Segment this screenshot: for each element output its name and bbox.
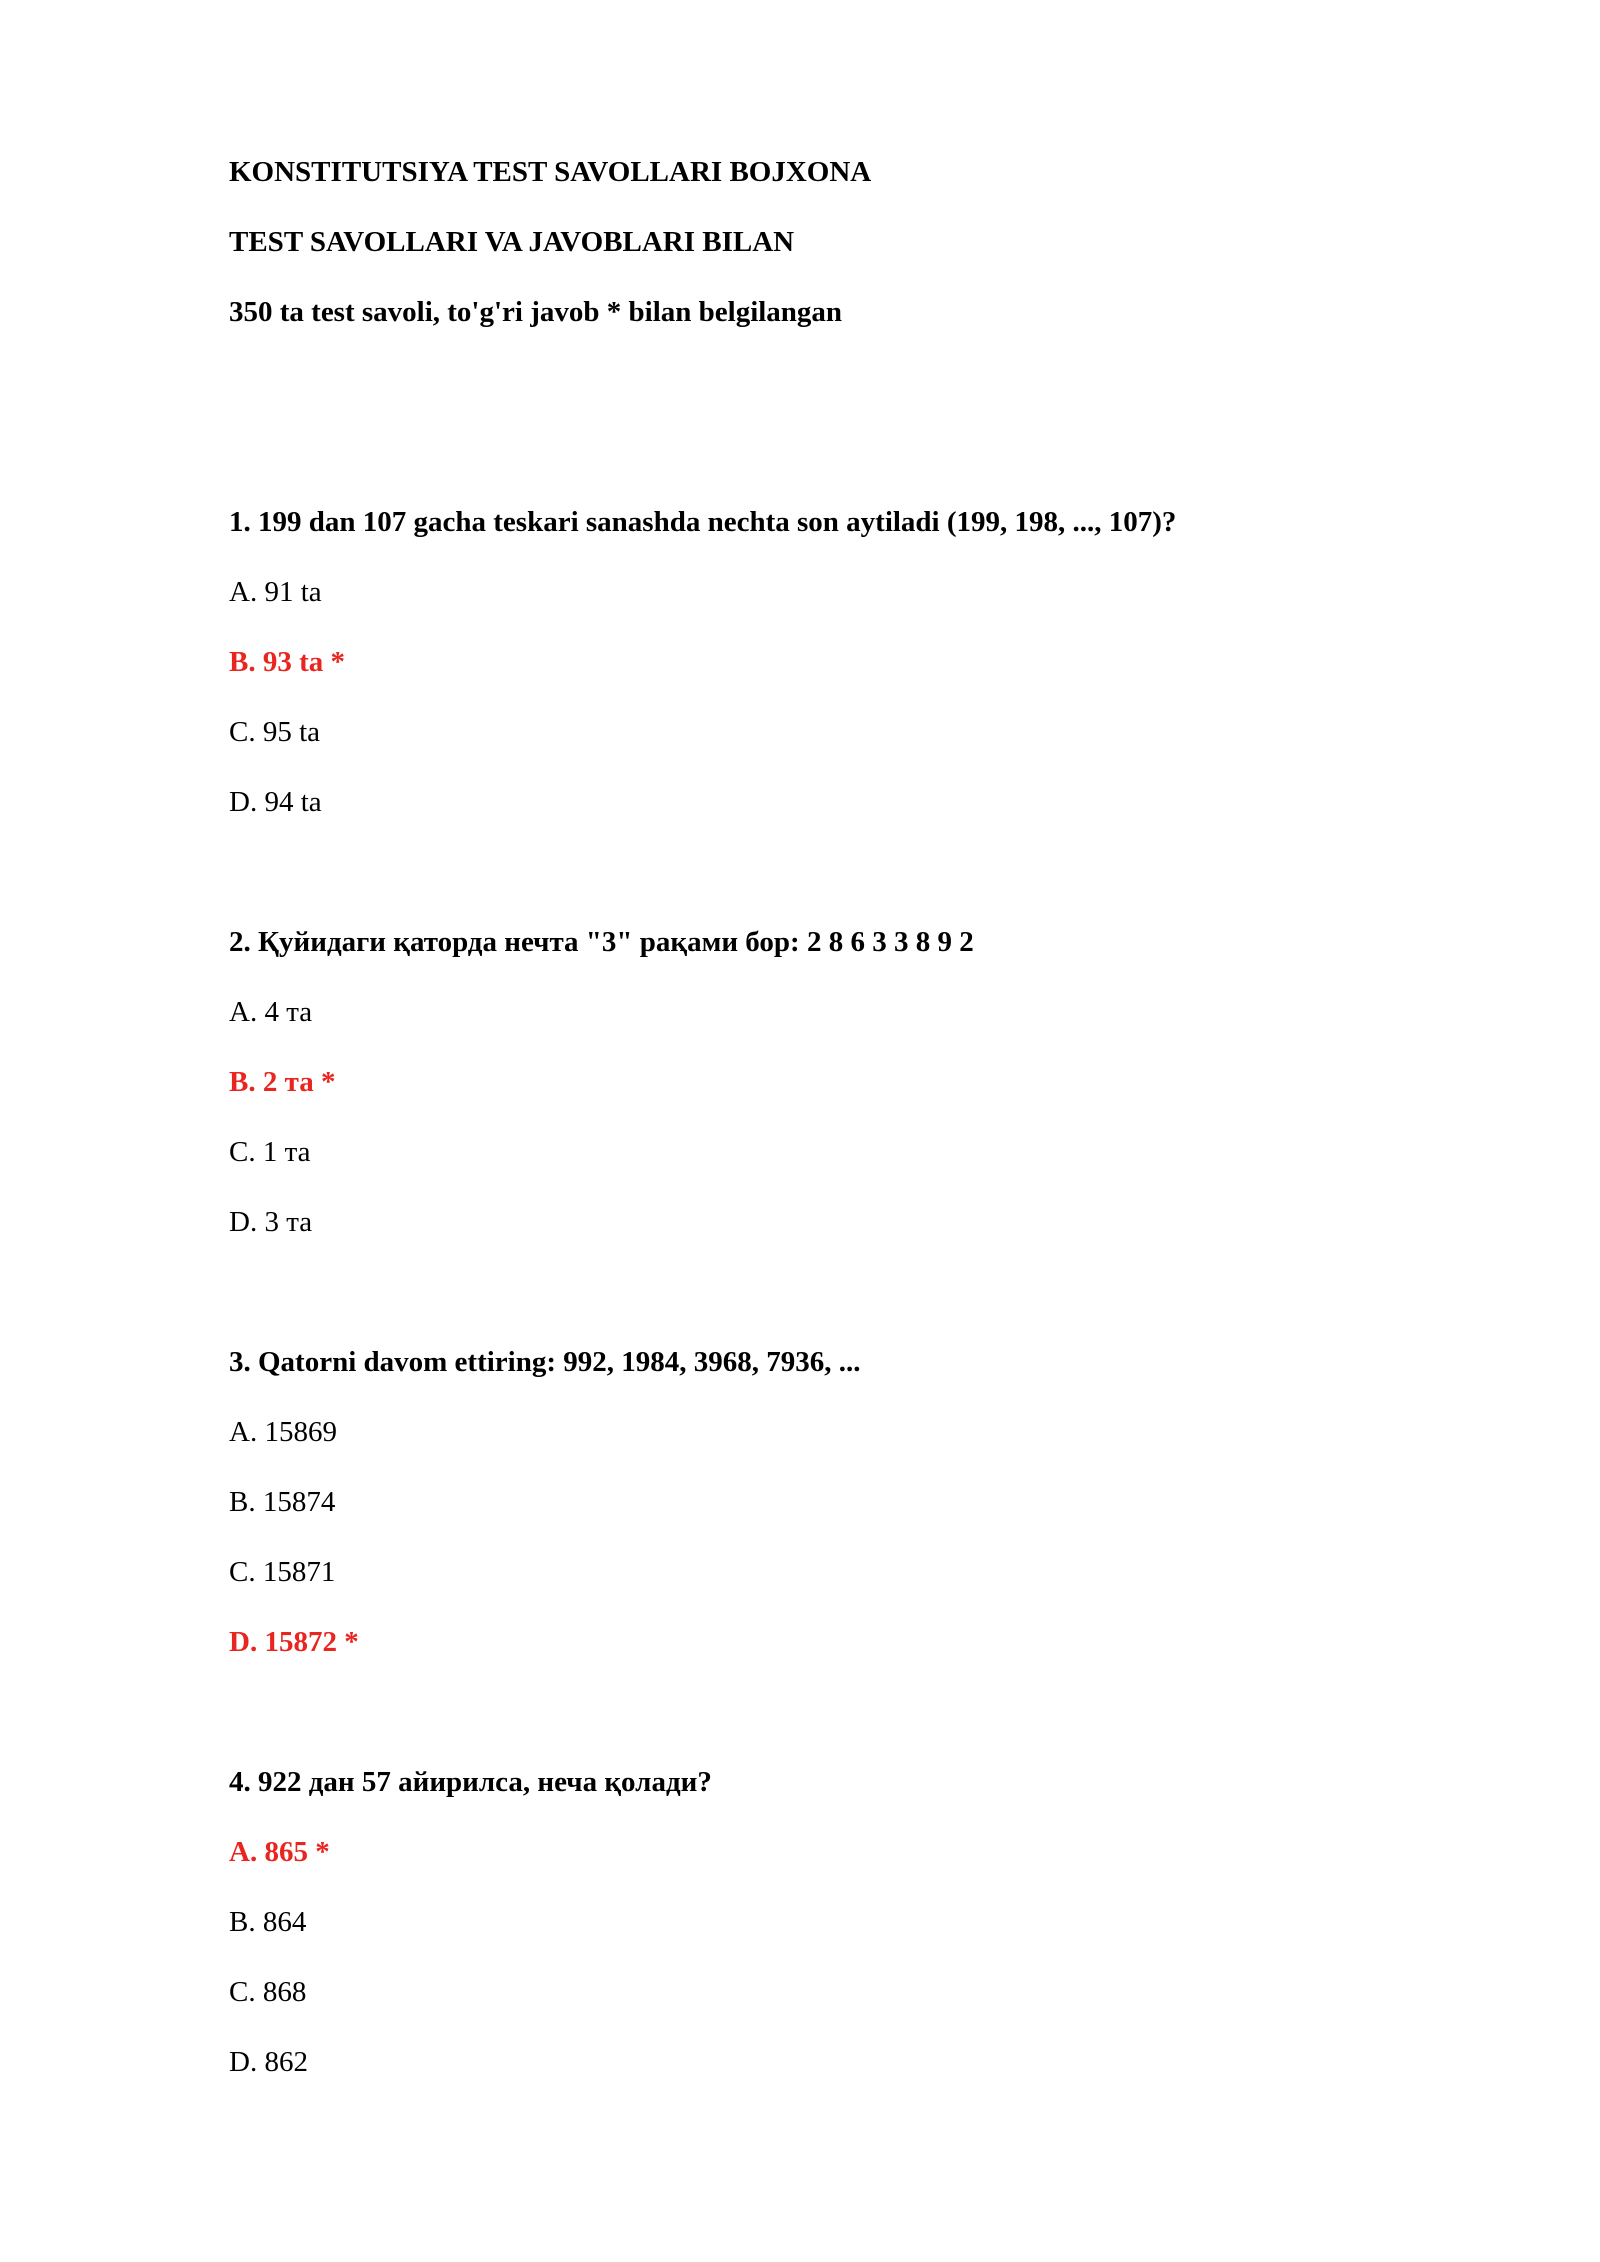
question-2-text: 2. Қуйидаги қаторда нечта "3" рақами бор: 2 8 6 3 3 8 9 2 [229,926,974,958]
question-1-option-d: D. 94 ta [229,786,322,818]
question-4-option-d: D. 862 [229,2046,308,2078]
document-title-line-1: KONSTITUTSIYA TEST SAVOLLARI BOJXONA [229,156,872,188]
question-3-option-a: A. 15869 [229,1416,337,1448]
question-2-option-c: C. 1 та [229,1136,311,1168]
question-1-option-c: C. 95 ta [229,716,321,748]
question-3-option-b: B. 15874 [229,1486,336,1518]
document-title-line-2: TEST SAVOLLARI VA JAVOBLARI BILAN [229,226,795,258]
question-1-text: 1. 199 dan 107 gacha teskari sanashda nechta son aytiladi (199, 198, ..., 107)? [229,506,1177,538]
question-4-text: 4. 922 дан 57 айирилса, неча қолади? [229,1766,712,1798]
question-1-option-a: A. 91 ta [229,576,322,608]
question-2-option-a: A. 4 та [229,996,313,1028]
document-subtitle: 350 ta test savoli, to'g'ri javob * bilan belgilangan [229,296,843,328]
question-3-option-d-correct: D. 15872 * [229,1626,359,1658]
question-2-option-b-correct: B. 2 та * [229,1066,336,1098]
question-1-option-b-correct: B. 93 ta * [229,646,345,678]
question-2-option-d: D. 3 та [229,1206,313,1238]
question-3-option-c: C. 15871 [229,1556,336,1588]
question-4-option-a-correct: A. 865 * [229,1836,330,1868]
question-3-text: 3. Qatorni davom ettiring: 992, 1984, 3968, 7936, ... [229,1346,861,1378]
question-4-option-c: C. 868 [229,1976,307,2008]
question-4-option-b: B. 864 [229,1906,307,1938]
